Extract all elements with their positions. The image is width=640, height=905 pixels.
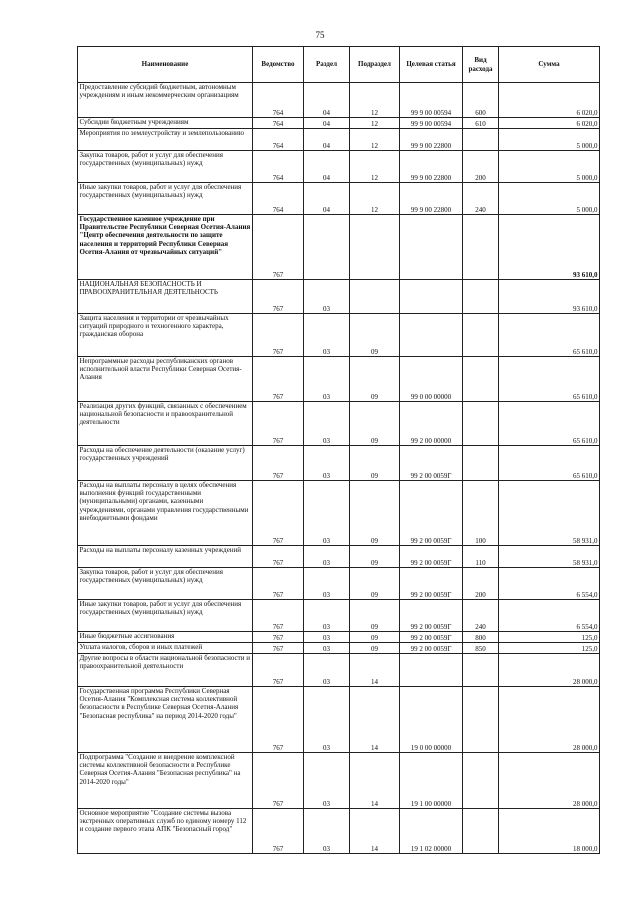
cell-type: 100 bbox=[463, 481, 499, 546]
cell-dept: 767 bbox=[253, 753, 304, 809]
cell-name: Предоставление субсидий бюджетным, автономным учреждениям и иным некоммерческим организациям bbox=[78, 83, 253, 118]
cell-dept: 767 bbox=[253, 215, 304, 280]
header-name: Наименование bbox=[78, 47, 253, 83]
cell-name: НАЦИОНАЛЬНАЯ БЕЗОПАСНОСТЬ И ПРАВООХРАНИТЕЛЬНАЯ ДЕЯТЕЛЬНОСТЬ bbox=[78, 280, 253, 314]
cell-section: 03 bbox=[304, 402, 350, 446]
cell-dept: 764 bbox=[253, 118, 304, 129]
cell-subsection: 09 bbox=[350, 546, 400, 568]
cell-name: Реализация других функций, связанных с обеспечением национальной безопасности и правоохранительной деятельности bbox=[78, 402, 253, 446]
table-row bbox=[78, 83, 600, 118]
cell-target: 19 1 00 00000 bbox=[400, 753, 463, 809]
cell-section: 03 bbox=[304, 654, 350, 687]
cell-section: 03 bbox=[304, 568, 350, 600]
header-type: Вид расхода bbox=[463, 47, 499, 83]
cell-amount: 5 000,0 bbox=[499, 129, 600, 151]
table-row bbox=[78, 546, 600, 568]
cell-section: 03 bbox=[304, 643, 350, 654]
table-row bbox=[78, 809, 600, 854]
cell-subsection: 14 bbox=[350, 809, 400, 854]
cell-type bbox=[463, 687, 499, 753]
header-subsection: Подраздел bbox=[350, 47, 400, 83]
cell-type bbox=[463, 129, 499, 151]
table-header-row bbox=[78, 47, 600, 83]
cell-subsection: 14 bbox=[350, 753, 400, 809]
cell-amount: 6 554,0 bbox=[499, 568, 600, 600]
cell-dept: 764 bbox=[253, 83, 304, 118]
cell-target bbox=[400, 314, 463, 357]
cell-section: 03 bbox=[304, 809, 350, 854]
cell-target: 99 2 00 0059Г bbox=[400, 446, 463, 481]
cell-section: 03 bbox=[304, 446, 350, 481]
cell-dept: 764 bbox=[253, 151, 304, 183]
cell-dept: 764 bbox=[253, 129, 304, 151]
cell-target: 99 9 00 22800 bbox=[400, 183, 463, 215]
cell-amount: 28 000,0 bbox=[499, 654, 600, 687]
cell-section: 03 bbox=[304, 481, 350, 546]
cell-subsection: 12 bbox=[350, 129, 400, 151]
cell-type: 200 bbox=[463, 151, 499, 183]
table-body bbox=[78, 83, 600, 854]
cell-amount: 65 610,0 bbox=[499, 402, 600, 446]
cell-section: 03 bbox=[304, 280, 350, 314]
header-dept: Ведомство bbox=[253, 47, 304, 83]
table-row bbox=[78, 687, 600, 753]
cell-name: Подпрограмма "Создание и внедрение комплексной системы коллективной безопасности в Республике Северная Осетия-Алания "Безопасная республика" на 2014-2020 годы" bbox=[78, 753, 253, 809]
cell-subsection: 09 bbox=[350, 446, 400, 481]
cell-amount: 125,0 bbox=[499, 632, 600, 643]
cell-amount: 5 000,0 bbox=[499, 151, 600, 183]
cell-name: Иные закупки товаров, работ и услуг для обеспечения государственных (муниципальных) нужд bbox=[78, 600, 253, 632]
cell-name: Основное мероприятие "Создание системы вызова экстренных оперативных служб по единому номеру 112 и создание первого этапа АПК "Безопасный город" bbox=[78, 809, 253, 854]
cell-target: 19 0 00 00000 bbox=[400, 687, 463, 753]
cell-name: Мероприятия по землеустройству и землепользованию bbox=[78, 129, 253, 151]
cell-type bbox=[463, 215, 499, 280]
cell-name: Уплата налогов, сборов и иных платежей bbox=[78, 643, 253, 654]
table-row bbox=[78, 402, 600, 446]
cell-target: 99 2 00 0059Г bbox=[400, 546, 463, 568]
cell-subsection: 09 bbox=[350, 632, 400, 643]
cell-subsection: 09 bbox=[350, 357, 400, 402]
cell-section bbox=[304, 215, 350, 280]
cell-subsection: 12 bbox=[350, 151, 400, 183]
table-row bbox=[78, 314, 600, 357]
cell-subsection: 09 bbox=[350, 481, 400, 546]
cell-target bbox=[400, 280, 463, 314]
cell-target: 99 2 00 0059Г bbox=[400, 643, 463, 654]
cell-section: 03 bbox=[304, 687, 350, 753]
cell-subsection: 09 bbox=[350, 568, 400, 600]
cell-dept: 767 bbox=[253, 809, 304, 854]
cell-amount: 93 610,0 bbox=[499, 280, 600, 314]
cell-amount: 65 610,0 bbox=[499, 357, 600, 402]
cell-type: 800 bbox=[463, 632, 499, 643]
cell-section: 03 bbox=[304, 600, 350, 632]
cell-amount: 65 610,0 bbox=[499, 446, 600, 481]
cell-type bbox=[463, 654, 499, 687]
table-row bbox=[78, 151, 600, 183]
table-row bbox=[78, 183, 600, 215]
cell-dept: 767 bbox=[253, 280, 304, 314]
cell-name: Непрограммные расходы республиканских органов исполнительной власти Республики Северная Осетия-Алания bbox=[78, 357, 253, 402]
cell-section: 04 bbox=[304, 183, 350, 215]
cell-name: Расходы на обеспечение деятельности (оказание услуг) государственных учреждений bbox=[78, 446, 253, 481]
cell-amount: 6 020,0 bbox=[499, 83, 600, 118]
cell-subsection: 09 bbox=[350, 600, 400, 632]
cell-target: 99 2 00 0059Г bbox=[400, 632, 463, 643]
cell-dept: 767 bbox=[253, 654, 304, 687]
table-row bbox=[78, 280, 600, 314]
cell-section: 03 bbox=[304, 314, 350, 357]
cell-amount: 58 931,0 bbox=[499, 481, 600, 546]
cell-name: Государственная программа Республики Северная Осетия-Алания "Комплексная система коллективной безопасности в Республике Северная Осетия-Алания "Безопасная республика" на период 2014-2020 годы" bbox=[78, 687, 253, 753]
cell-name: Расходы на выплаты персоналу казенных учреждений bbox=[78, 546, 253, 568]
cell-section: 04 bbox=[304, 129, 350, 151]
cell-name: Иные закупки товаров, работ и услуг для обеспечения государственных (муниципальных) нужд bbox=[78, 183, 253, 215]
cell-dept: 767 bbox=[253, 632, 304, 643]
cell-target: 99 2 00 0059Г bbox=[400, 568, 463, 600]
cell-type: 110 bbox=[463, 546, 499, 568]
cell-target: 19 1 02 00000 bbox=[400, 809, 463, 854]
cell-name: Защита населения и территории от чрезвычайных ситуаций природного и техногенного характера, гражданская оборона bbox=[78, 314, 253, 357]
table-row bbox=[78, 481, 600, 546]
cell-amount: 18 000,0 bbox=[499, 809, 600, 854]
table-row bbox=[78, 118, 600, 129]
cell-target: 99 2 00 00000 bbox=[400, 402, 463, 446]
table-row bbox=[78, 600, 600, 632]
cell-name: Закупка товаров, работ и услуг для обеспечения государственных (муниципальных) нужд bbox=[78, 151, 253, 183]
cell-subsection: 14 bbox=[350, 654, 400, 687]
cell-subsection bbox=[350, 215, 400, 280]
cell-dept: 764 bbox=[253, 183, 304, 215]
cell-section: 03 bbox=[304, 753, 350, 809]
cell-type: 240 bbox=[463, 600, 499, 632]
cell-type: 200 bbox=[463, 568, 499, 600]
cell-dept: 767 bbox=[253, 568, 304, 600]
cell-target: 99 9 00 00594 bbox=[400, 83, 463, 118]
table-row bbox=[78, 753, 600, 809]
table-row bbox=[78, 446, 600, 481]
cell-amount: 5 000,0 bbox=[499, 183, 600, 215]
cell-amount: 93 610,0 bbox=[499, 215, 600, 280]
cell-subsection bbox=[350, 280, 400, 314]
cell-amount: 28 000,0 bbox=[499, 753, 600, 809]
cell-type bbox=[463, 314, 499, 357]
cell-name: Другие вопросы в области национальной безопасности и правоохранительной деятельности bbox=[78, 654, 253, 687]
cell-target: 99 0 00 00000 bbox=[400, 357, 463, 402]
cell-target: 99 2 00 0059Г bbox=[400, 481, 463, 546]
cell-name: Иные бюджетные ассигнования bbox=[78, 632, 253, 643]
cell-section: 03 bbox=[304, 546, 350, 568]
cell-target bbox=[400, 654, 463, 687]
cell-amount: 58 931,0 bbox=[499, 546, 600, 568]
cell-type bbox=[463, 809, 499, 854]
table-row bbox=[78, 357, 600, 402]
cell-section: 03 bbox=[304, 632, 350, 643]
cell-dept: 767 bbox=[253, 314, 304, 357]
cell-name: Государственное казенное учреждение при Правительстве Республики Северная Осетия-Алания "Центр обеспечения деятельности по защите населения и территорий Республики Северная Осетия-Алания от чрезвычайных ситуаций" bbox=[78, 215, 253, 280]
cell-type: 850 bbox=[463, 643, 499, 654]
cell-subsection: 09 bbox=[350, 643, 400, 654]
cell-amount: 28 000,0 bbox=[499, 687, 600, 753]
cell-type: 610 bbox=[463, 118, 499, 129]
cell-name: Расходы на выплаты персоналу в целях обеспечения выполнения функций государственными (муниципальными) органами, казенными учреждениями, органами управления государственными внебюджетными фондами bbox=[78, 481, 253, 546]
cell-amount: 6 020,0 bbox=[499, 118, 600, 129]
table-row bbox=[78, 643, 600, 654]
cell-target: 99 9 00 00594 bbox=[400, 118, 463, 129]
cell-dept: 767 bbox=[253, 446, 304, 481]
cell-name: Закупка товаров, работ и услуг для обеспечения государственных (муниципальных) нужд bbox=[78, 568, 253, 600]
cell-amount: 65 610,0 bbox=[499, 314, 600, 357]
cell-dept: 767 bbox=[253, 546, 304, 568]
cell-dept: 767 bbox=[253, 600, 304, 632]
page-number: 75 bbox=[315, 30, 325, 40]
cell-subsection: 12 bbox=[350, 83, 400, 118]
cell-type bbox=[463, 280, 499, 314]
cell-dept: 767 bbox=[253, 357, 304, 402]
cell-section: 03 bbox=[304, 357, 350, 402]
table-row bbox=[78, 632, 600, 643]
cell-dept: 767 bbox=[253, 402, 304, 446]
cell-type bbox=[463, 446, 499, 481]
cell-name: Субсидии бюджетным учреждениям bbox=[78, 118, 253, 129]
cell-target: 99 9 00 22800 bbox=[400, 151, 463, 183]
cell-dept: 767 bbox=[253, 643, 304, 654]
cell-type bbox=[463, 402, 499, 446]
table-row bbox=[78, 129, 600, 151]
cell-subsection: 12 bbox=[350, 183, 400, 215]
cell-type bbox=[463, 357, 499, 402]
cell-type: 600 bbox=[463, 83, 499, 118]
cell-amount: 6 554,0 bbox=[499, 600, 600, 632]
cell-subsection: 14 bbox=[350, 687, 400, 753]
cell-subsection: 09 bbox=[350, 314, 400, 357]
cell-subsection: 12 bbox=[350, 118, 400, 129]
cell-amount: 125,0 bbox=[499, 643, 600, 654]
cell-dept: 767 bbox=[253, 687, 304, 753]
cell-target bbox=[400, 215, 463, 280]
cell-target: 99 9 00 22800 bbox=[400, 129, 463, 151]
header-amount: Сумма bbox=[499, 47, 600, 83]
budget-table bbox=[77, 46, 600, 854]
table-row bbox=[78, 568, 600, 600]
cell-section: 04 bbox=[304, 151, 350, 183]
cell-dept: 767 bbox=[253, 481, 304, 546]
cell-target: 99 2 00 0059Г bbox=[400, 600, 463, 632]
cell-section: 04 bbox=[304, 83, 350, 118]
header-section: Раздел bbox=[304, 47, 350, 83]
table-row bbox=[78, 654, 600, 687]
cell-subsection: 09 bbox=[350, 402, 400, 446]
header-target: Целевая статья bbox=[400, 47, 463, 83]
cell-type: 240 bbox=[463, 183, 499, 215]
cell-type bbox=[463, 753, 499, 809]
table-row bbox=[78, 215, 600, 280]
cell-section: 04 bbox=[304, 118, 350, 129]
